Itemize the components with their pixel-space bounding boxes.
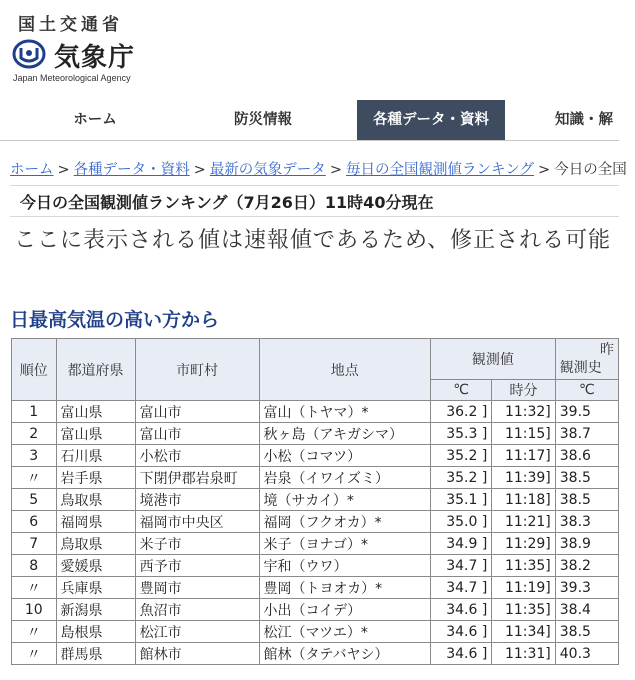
header-observed: 観測値 (431, 339, 556, 380)
agency-name-english: Japan Meteorological Agency (13, 73, 131, 83)
table-row (12, 643, 619, 665)
cell-city: 福岡市中央区 (135, 511, 259, 533)
cell-time: 11:39] (492, 467, 555, 489)
table-row (12, 511, 619, 533)
table-row (12, 555, 619, 577)
cell-rank: 3 (12, 445, 57, 467)
cell-previous-record: 38.2 (555, 555, 618, 577)
cell-rank: 5 (12, 489, 57, 511)
cell-city: 西予市 (135, 555, 259, 577)
cell-temperature: 35.3 ] (431, 423, 492, 445)
cell-time: 11:19] (492, 577, 555, 599)
table-row (12, 577, 619, 599)
cell-station: 豊岡（トヨオカ）* (259, 577, 431, 599)
cell-city: 松江市 (135, 621, 259, 643)
header-prefecture: 都道府県 (56, 339, 135, 401)
cell-city: 下閉伊郡岩泉町 (135, 467, 259, 489)
cell-rank: 〃 (12, 577, 57, 599)
breadcrumb-current: 今日の全国 (554, 162, 627, 178)
cell-station: 松江（マツエ）* (259, 621, 431, 643)
cell-city: 魚沼市 (135, 599, 259, 621)
cell-rank: 8 (12, 555, 57, 577)
agency-name[interactable]: 気象庁 (54, 43, 136, 73)
cell-rank: 10 (12, 599, 57, 621)
cell-prefecture: 鳥取県 (56, 533, 135, 555)
header-prev-unit: ℃ (555, 380, 618, 401)
table-row (12, 621, 619, 643)
cell-previous-record: 38.7 (555, 423, 618, 445)
cell-city: 富山市 (135, 401, 259, 423)
cell-prefecture: 福岡県 (56, 511, 135, 533)
cell-time: 11:35] (492, 599, 555, 621)
header-time: 時分 (492, 380, 555, 401)
table-row (12, 599, 619, 621)
table-row (12, 445, 619, 467)
cell-previous-record: 39.5 (555, 401, 618, 423)
nav-item-data-materials[interactable]: 各種データ・資料 (357, 100, 505, 140)
nav-item-home[interactable]: ホーム (73, 112, 117, 128)
cell-prefecture: 新潟県 (56, 599, 135, 621)
cell-time: 11:32] (492, 401, 555, 423)
cell-temperature: 34.7 ] (431, 577, 492, 599)
cell-time: 11:15] (492, 423, 555, 445)
cell-rank: 6 (12, 511, 57, 533)
cell-time: 11:29] (492, 533, 555, 555)
cell-rank: 1 (12, 401, 57, 423)
header-station: 地点 (259, 339, 431, 401)
cell-prefecture: 兵庫県 (56, 577, 135, 599)
site-header (0, 0, 619, 96)
cell-temperature: 34.6 ] (431, 599, 492, 621)
cell-rank: 7 (12, 533, 57, 555)
table-row (12, 467, 619, 489)
cell-station: 小出（コイデ） (259, 599, 431, 621)
table-row (12, 489, 619, 511)
cell-time: 11:35] (492, 555, 555, 577)
cell-city: 富山市 (135, 423, 259, 445)
cell-time: 11:17] (492, 445, 555, 467)
table-row (12, 533, 619, 555)
main-nav (0, 100, 619, 141)
cell-prefecture: 石川県 (56, 445, 135, 467)
nav-item-disaster-info[interactable]: 防災情報 (234, 112, 292, 128)
header-prev-line2: 観測史 (559, 360, 602, 376)
table-row (12, 401, 619, 423)
section-title: 日最高気温の高い方から (10, 309, 220, 331)
cell-prefecture: 岩手県 (56, 467, 135, 489)
page-title-bar (10, 185, 619, 217)
cell-station: 富山（トヤマ）* (259, 401, 431, 423)
cell-temperature: 35.2 ] (431, 445, 492, 467)
cell-time: 11:34] (492, 621, 555, 643)
cell-temperature: 35.1 ] (431, 489, 492, 511)
cell-city: 豊岡市 (135, 577, 259, 599)
cell-station: 境（サカイ）* (259, 489, 431, 511)
cell-station: 岩泉（イワイズミ） (259, 467, 431, 489)
cell-prefecture: 富山県 (56, 401, 135, 423)
cell-time: 11:18] (492, 489, 555, 511)
cell-previous-record: 38.5 (555, 467, 618, 489)
cell-previous-record: 38.9 (555, 533, 618, 555)
cell-temperature: 34.9 ] (431, 533, 492, 555)
breadcrumb-link-ranking[interactable]: 毎日の全国観測値ランキング (345, 162, 535, 178)
preliminary-notice: ここに表示される値は速報値であるため、修正される可能 (14, 228, 612, 253)
cell-station: 小松（コマツ） (259, 445, 431, 467)
cell-prefecture: 群馬県 (56, 643, 135, 665)
cell-temperature: 34.6 ] (431, 643, 492, 665)
page-title: 今日の全国観測値ランキング（7月26日）11時40分現在 (20, 193, 434, 212)
cell-previous-record: 40.3 (555, 643, 618, 665)
cell-rank: 〃 (12, 643, 57, 665)
cell-station: 館林（タテバヤシ） (259, 643, 431, 665)
cell-city: 米子市 (135, 533, 259, 555)
cell-rank: 〃 (12, 621, 57, 643)
cell-temperature: 34.7 ] (431, 555, 492, 577)
cell-previous-record: 38.5 (555, 621, 618, 643)
header-unit-celsius: ℃ (431, 380, 492, 401)
nav-item-knowledge[interactable]: 知識・解 (555, 112, 613, 128)
cell-previous-record: 38.6 (555, 445, 618, 467)
cell-prefecture: 愛媛県 (56, 555, 135, 577)
cell-rank: 2 (12, 423, 57, 445)
ranking-table (11, 338, 619, 665)
cell-previous-record: 38.5 (555, 489, 618, 511)
breadcrumb (10, 158, 627, 179)
cell-station: 米子（ヨナゴ）* (259, 533, 431, 555)
cell-station: 福岡（フクオカ）* (259, 511, 431, 533)
breadcrumb-link-home[interactable]: ホーム (10, 162, 54, 178)
cell-prefecture: 鳥取県 (56, 489, 135, 511)
cell-temperature: 35.2 ] (431, 467, 492, 489)
cell-time: 11:21] (492, 511, 555, 533)
cell-station: 秋ヶ島（アキガシマ） (259, 423, 431, 445)
cell-previous-record: 38.4 (555, 599, 618, 621)
ministry-name: 国土交通省 (18, 15, 123, 35)
cell-city: 小松市 (135, 445, 259, 467)
breadcrumb-separator: > (329, 162, 342, 178)
cell-temperature: 36.2 ] (431, 401, 492, 423)
cell-temperature: 35.0 ] (431, 511, 492, 533)
header-city: 市町村 (135, 339, 259, 401)
cell-prefecture: 富山県 (56, 423, 135, 445)
table-row (12, 423, 619, 445)
breadcrumb-link-data[interactable]: 各種データ・資料 (73, 162, 190, 178)
cell-city: 境港市 (135, 489, 259, 511)
cell-rank: 〃 (12, 467, 57, 489)
cell-city: 館林市 (135, 643, 259, 665)
breadcrumb-separator: > (193, 162, 206, 178)
cell-time: 11:31] (492, 643, 555, 665)
cell-previous-record: 39.3 (555, 577, 618, 599)
breadcrumb-separator: > (57, 162, 70, 178)
header-rank: 順位 (12, 339, 57, 401)
header-prev-line1: 昨 (600, 342, 614, 358)
breadcrumb-link-latest[interactable]: 最新の気象データ (209, 162, 326, 178)
cell-temperature: 34.6 ] (431, 621, 492, 643)
cell-station: 宇和（ウワ） (259, 555, 431, 577)
cell-previous-record: 38.3 (555, 511, 618, 533)
breadcrumb-separator: > (538, 162, 551, 178)
jma-logo-icon[interactable] (12, 39, 46, 69)
cell-prefecture: 島根県 (56, 621, 135, 643)
header-prev-record (555, 339, 618, 380)
